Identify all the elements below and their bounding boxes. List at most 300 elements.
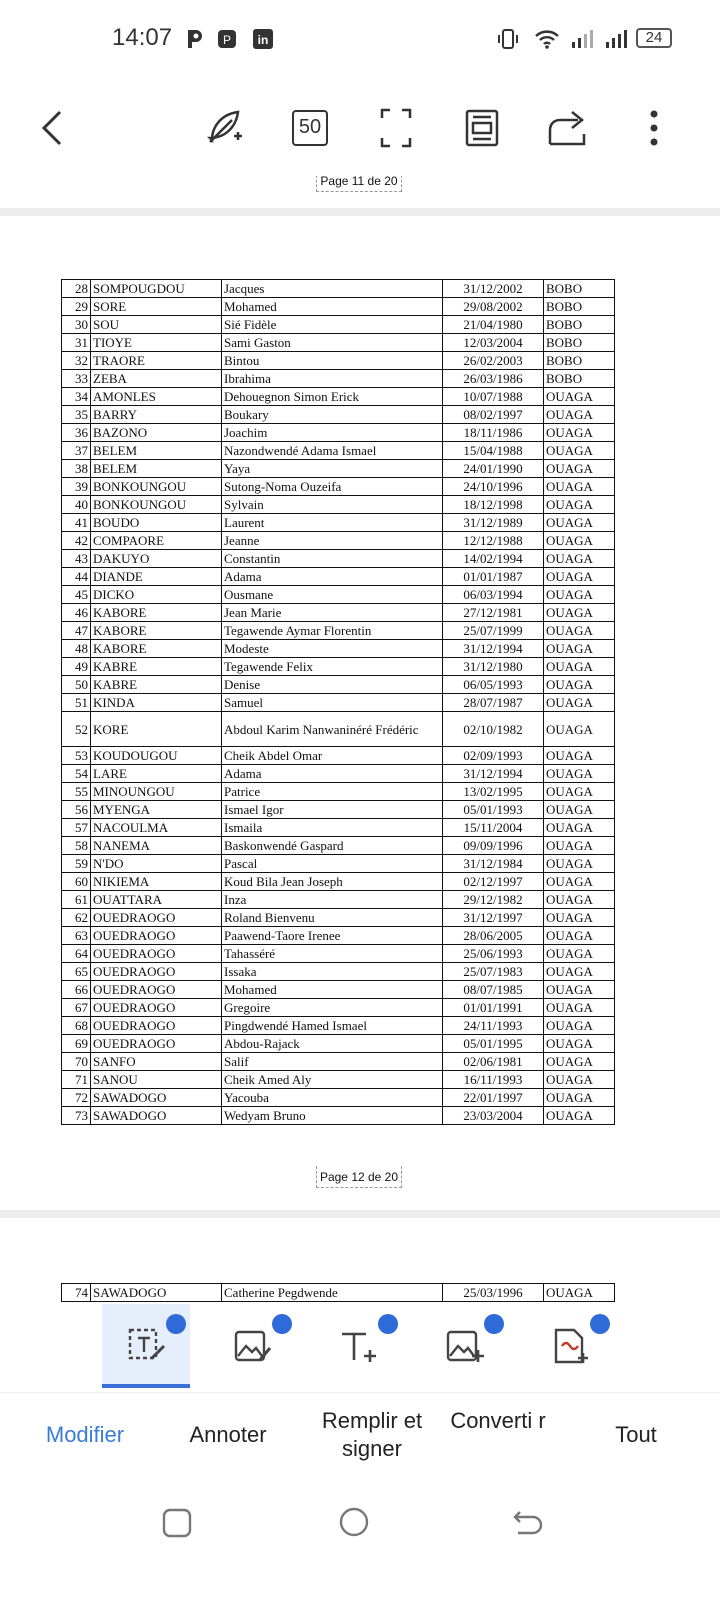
cell-number: 54 — [62, 765, 91, 783]
table-row — [62, 1053, 615, 1071]
cell-number: 65 — [62, 963, 91, 981]
cell-city: OUAGA — [544, 963, 615, 981]
cell-last-name: COMPAORE — [91, 532, 222, 550]
cell-last-name: KABORE — [91, 640, 222, 658]
cell-first-name: Jeanne — [222, 532, 443, 550]
cell-last-name: OUEDRAOGO — [91, 1017, 222, 1035]
table-row — [62, 316, 615, 334]
notification-p-icon — [184, 28, 206, 50]
feather-pen-icon — [202, 106, 246, 150]
table-row — [62, 496, 615, 514]
ai-badge-icon — [484, 1314, 504, 1334]
cell-number: 74 — [62, 1284, 91, 1302]
edit-image-tool[interactable] — [208, 1304, 296, 1388]
cell-birth-date: 12/03/2004 — [443, 334, 544, 352]
cell-number: 55 — [62, 783, 91, 801]
cell-first-name: Cheik Amed Aly — [222, 1071, 443, 1089]
signal-1-icon — [570, 28, 592, 50]
cell-number: 68 — [62, 1017, 91, 1035]
cell-city: OUAGA — [544, 945, 615, 963]
table-row — [62, 747, 615, 765]
cell-number: 35 — [62, 406, 91, 424]
cell-first-name: Sutong-Noma Ouzeifa — [222, 478, 443, 496]
table-row — [62, 927, 615, 945]
cell-number: 32 — [62, 352, 91, 370]
cell-birth-date: 26/02/2003 — [443, 352, 544, 370]
add-image-icon — [444, 1326, 484, 1366]
cell-last-name: SOU — [91, 316, 222, 334]
cell-birth-date: 08/02/1997 — [443, 406, 544, 424]
cell-first-name: Mohamed — [222, 298, 443, 316]
page-separator — [0, 208, 720, 216]
cell-last-name: NIKIEMA — [91, 873, 222, 891]
cell-birth-date: 02/09/1993 — [443, 747, 544, 765]
table-row — [62, 981, 615, 999]
table-row — [62, 1035, 615, 1053]
cell-last-name: SAWADOGO — [91, 1089, 222, 1107]
cell-number: 56 — [62, 801, 91, 819]
cell-number: 61 — [62, 891, 91, 909]
table-row — [62, 532, 615, 550]
cell-birth-date: 21/04/1980 — [443, 316, 544, 334]
cell-city: OUAGA — [544, 747, 615, 765]
cell-birth-date: 01/01/1991 — [443, 999, 544, 1017]
cell-last-name: OUEDRAOGO — [91, 927, 222, 945]
cell-first-name: Abdoul Karim Nanwaninéré Frédéric — [222, 712, 443, 747]
cell-city: OUAGA — [544, 999, 615, 1017]
cell-last-name: SAWADOGO — [91, 1107, 222, 1125]
cell-first-name: Modeste — [222, 640, 443, 658]
tab-remplir-et-signer[interactable]: Remplir et signer — [321, 1408, 423, 1461]
notification-app-icon — [216, 28, 238, 50]
cell-city: OUAGA — [544, 1053, 615, 1071]
cell-birth-date: 28/07/1987 — [443, 694, 544, 712]
tab-modifier[interactable]: Modifier — [45, 1422, 125, 1447]
cell-city: OUAGA — [544, 478, 615, 496]
cell-first-name: Koud Bila Jean Joseph — [222, 873, 443, 891]
cell-birth-date: 02/06/1981 — [443, 1053, 544, 1071]
table-row — [62, 801, 615, 819]
table-row — [62, 298, 615, 316]
cell-city: OUAGA — [544, 586, 615, 604]
cell-birth-date: 31/12/1984 — [443, 855, 544, 873]
cell-last-name: OUEDRAOGO — [91, 909, 222, 927]
cell-number: 37 — [62, 442, 91, 460]
table-row — [62, 352, 615, 370]
cell-last-name: SANFO — [91, 1053, 222, 1071]
cell-number: 58 — [62, 837, 91, 855]
cell-birth-date: 25/06/1993 — [443, 945, 544, 963]
cell-birth-date: 26/03/1986 — [443, 370, 544, 388]
cell-city: OUAGA — [544, 927, 615, 945]
ai-badge-icon — [272, 1314, 292, 1334]
cell-first-name: Abdou-Rajack — [222, 1035, 443, 1053]
cell-last-name: OUATTARA — [91, 891, 222, 909]
cell-birth-date: 31/12/1997 — [443, 909, 544, 927]
table-row — [62, 1107, 615, 1125]
cell-number: 30 — [62, 316, 91, 334]
cell-last-name: OUEDRAOGO — [91, 999, 222, 1017]
cell-last-name: BELEM — [91, 442, 222, 460]
cell-last-name: BAZONO — [91, 424, 222, 442]
cell-city: OUAGA — [544, 460, 615, 478]
cell-birth-date: 31/12/1989 — [443, 514, 544, 532]
cell-number: 50 — [62, 676, 91, 694]
more-vertical-icon — [649, 108, 659, 148]
cell-first-name: Cheik Abdel Omar — [222, 747, 443, 765]
cell-birth-date: 16/11/1993 — [443, 1071, 544, 1089]
cell-number: 67 — [62, 999, 91, 1017]
cell-first-name: Bintou — [222, 352, 443, 370]
cell-first-name: Tegawende Aymar Florentin — [222, 622, 443, 640]
cell-number: 63 — [62, 927, 91, 945]
recent-apps-icon — [162, 1508, 192, 1538]
cell-city: OUAGA — [544, 622, 615, 640]
cell-last-name: OUEDRAOGO — [91, 945, 222, 963]
pdf-add-icon — [550, 1326, 590, 1366]
cell-city: OUAGA — [544, 658, 615, 676]
page-number-button[interactable] — [282, 100, 338, 156]
cell-city: OUAGA — [544, 568, 615, 586]
add-signature-tool[interactable] — [526, 1304, 614, 1388]
cell-city: OUAGA — [544, 909, 615, 927]
cell-first-name: Tegawende Felix — [222, 658, 443, 676]
table-row — [62, 783, 615, 801]
cell-last-name: KOUDOUGOU — [91, 747, 222, 765]
bottom-tabs — [0, 1392, 720, 1489]
edit-image-icon — [232, 1326, 272, 1366]
chevron-left-icon — [36, 108, 68, 148]
cell-birth-date: 25/03/1996 — [443, 1284, 544, 1302]
cell-number: 46 — [62, 604, 91, 622]
cell-number: 48 — [62, 640, 91, 658]
cell-last-name: ZEBA — [91, 370, 222, 388]
wifi-icon — [534, 28, 556, 50]
cell-last-name: DIANDE — [91, 568, 222, 586]
cell-number: 47 — [62, 622, 91, 640]
table-row — [62, 658, 615, 676]
cell-city: OUAGA — [544, 819, 615, 837]
table-row — [62, 873, 615, 891]
cell-last-name: TIOYE — [91, 334, 222, 352]
cell-first-name: Constantin — [222, 550, 443, 568]
cell-city: OUAGA — [544, 604, 615, 622]
ai-badge-icon — [166, 1314, 186, 1334]
cell-last-name: KINDA — [91, 694, 222, 712]
cell-number: 40 — [62, 496, 91, 514]
cell-number: 62 — [62, 909, 91, 927]
recent-apps-button[interactable] — [162, 1508, 192, 1538]
cell-first-name: Sami Gaston — [222, 334, 443, 352]
cell-city: OUAGA — [544, 765, 615, 783]
roster-table — [61, 279, 615, 1125]
cell-last-name: BONKOUNGOU — [91, 478, 222, 496]
cell-birth-date: 28/06/2005 — [443, 927, 544, 945]
cell-number: 72 — [62, 1089, 91, 1107]
cell-city: OUAGA — [544, 676, 615, 694]
cell-city: OUAGA — [544, 1071, 615, 1089]
cell-last-name: DICKO — [91, 586, 222, 604]
cell-last-name: BOUDO — [91, 514, 222, 532]
table-row — [62, 676, 615, 694]
cell-birth-date: 31/12/1994 — [443, 640, 544, 658]
table-row — [62, 1284, 615, 1302]
cell-first-name: Sié Fidèle — [222, 316, 443, 334]
cell-number: 71 — [62, 1071, 91, 1089]
cell-first-name: Patrice — [222, 783, 443, 801]
cell-city: OUAGA — [544, 640, 615, 658]
cell-number: 41 — [62, 514, 91, 532]
cell-number: 36 — [62, 424, 91, 442]
tab-tout[interactable]: Tout — [615, 1422, 657, 1447]
cell-city: OUAGA — [544, 712, 615, 747]
cell-birth-date: 08/07/1985 — [443, 981, 544, 999]
cell-last-name: KABRE — [91, 658, 222, 676]
cell-city: OUAGA — [544, 496, 615, 514]
cell-number: 64 — [62, 945, 91, 963]
cell-birth-date: 15/11/2004 — [443, 819, 544, 837]
cell-first-name: Pingdwendé Hamed Ismael — [222, 1017, 443, 1035]
cell-number: 44 — [62, 568, 91, 586]
linkedin-icon — [252, 28, 274, 50]
cell-first-name: Roland Bienvenu — [222, 909, 443, 927]
svg-text:in: in — [257, 33, 269, 47]
cell-last-name: SORE — [91, 298, 222, 316]
cell-last-name: LARE — [91, 765, 222, 783]
cell-birth-date: 31/12/1994 — [443, 765, 544, 783]
back-button[interactable] — [24, 100, 80, 156]
share-button[interactable] — [540, 100, 596, 156]
cell-first-name: Ousmane — [222, 586, 443, 604]
svg-text:P: P — [222, 33, 232, 47]
cell-number: 33 — [62, 370, 91, 388]
table-row — [62, 568, 615, 586]
cell-first-name: Issaka — [222, 963, 443, 981]
cell-first-name: Dehouegnon Simon Erick — [222, 388, 443, 406]
cell-city: OUAGA — [544, 1284, 615, 1302]
cell-first-name: Ismaila — [222, 819, 443, 837]
table-row — [62, 1017, 615, 1035]
table-row — [62, 819, 615, 837]
cell-last-name: KABRE — [91, 676, 222, 694]
cell-last-name: OUEDRAOGO — [91, 963, 222, 981]
cell-birth-date: 25/07/1999 — [443, 622, 544, 640]
cell-number: 49 — [62, 658, 91, 676]
cell-birth-date: 27/12/1981 — [443, 604, 544, 622]
table-row — [62, 640, 615, 658]
ai-badge-icon — [590, 1314, 610, 1334]
status-time: 14:07 — [112, 24, 173, 51]
cell-birth-date: 02/12/1997 — [443, 873, 544, 891]
cell-birth-date: 13/02/1995 — [443, 783, 544, 801]
page-view-button[interactable] — [454, 100, 510, 156]
cell-birth-date: 24/01/1990 — [443, 460, 544, 478]
table-row — [62, 712, 615, 747]
cell-first-name: Salif — [222, 1053, 443, 1071]
document-viewer[interactable] — [0, 176, 720, 1328]
ai-pen-button[interactable] — [196, 100, 252, 156]
cell-last-name: MINOUNGOU — [91, 783, 222, 801]
add-text-tool[interactable] — [314, 1304, 402, 1388]
cell-number: 29 — [62, 298, 91, 316]
table-row — [62, 478, 615, 496]
table-row — [62, 999, 615, 1017]
cell-birth-date: 24/10/1996 — [443, 478, 544, 496]
cell-birth-date: 25/07/1983 — [443, 963, 544, 981]
cell-birth-date: 09/09/1996 — [443, 837, 544, 855]
table-row — [62, 514, 615, 532]
cell-number: 57 — [62, 819, 91, 837]
home-button[interactable] — [338, 1506, 370, 1538]
cell-last-name: N'DO — [91, 855, 222, 873]
cell-last-name: SANOU — [91, 1071, 222, 1089]
cell-birth-date: 10/07/1988 — [443, 388, 544, 406]
top-toolbar — [0, 80, 720, 176]
cell-birth-date: 06/05/1993 — [443, 676, 544, 694]
cell-number: 39 — [62, 478, 91, 496]
cell-first-name: Yaya — [222, 460, 443, 478]
tab-convertir[interactable]: Converti r — [450, 1408, 546, 1433]
cell-city: OUAGA — [544, 1017, 615, 1035]
cell-last-name: KABORE — [91, 622, 222, 640]
cell-birth-date: 24/11/1993 — [443, 1017, 544, 1035]
cell-first-name: Wedyam Bruno — [222, 1107, 443, 1125]
fullscreen-button[interactable] — [368, 100, 424, 156]
cell-first-name: Catherine Pegdwende — [222, 1284, 443, 1302]
cell-city: BOBO — [544, 298, 615, 316]
cell-city: OUAGA — [544, 801, 615, 819]
cell-last-name: OUEDRAOGO — [91, 1035, 222, 1053]
cell-city: BOBO — [544, 280, 615, 298]
more-options-button[interactable] — [626, 100, 682, 156]
status-bar — [0, 0, 720, 80]
cell-city: OUAGA — [544, 424, 615, 442]
cell-first-name: Boukary — [222, 406, 443, 424]
cell-number: 43 — [62, 550, 91, 568]
cell-last-name: MYENGA — [91, 801, 222, 819]
table-row — [62, 388, 615, 406]
cell-city: OUAGA — [544, 1035, 615, 1053]
cell-city: OUAGA — [544, 532, 615, 550]
cell-birth-date: 31/12/1980 — [443, 658, 544, 676]
edit-text-tool[interactable] — [102, 1304, 190, 1388]
cell-birth-date: 18/12/1998 — [443, 496, 544, 514]
cell-city: OUAGA — [544, 694, 615, 712]
cell-first-name: Adama — [222, 765, 443, 783]
cell-last-name: TRAORE — [91, 352, 222, 370]
table-row — [62, 550, 615, 568]
table-row — [62, 909, 615, 927]
table-row — [62, 370, 615, 388]
cell-number: 70 — [62, 1053, 91, 1071]
cell-birth-date: 15/04/1988 — [443, 442, 544, 460]
cell-number: 73 — [62, 1107, 91, 1125]
table-row — [62, 1071, 615, 1089]
table-row — [62, 604, 615, 622]
cell-birth-date: 22/01/1997 — [443, 1089, 544, 1107]
table-row — [62, 586, 615, 604]
cell-city: OUAGA — [544, 514, 615, 532]
table-row — [62, 1089, 615, 1107]
cell-number: 66 — [62, 981, 91, 999]
cell-number: 53 — [62, 747, 91, 765]
table-row — [62, 442, 615, 460]
table-row — [62, 855, 615, 873]
cell-city: OUAGA — [544, 550, 615, 568]
battery-indicator: 24 — [636, 28, 672, 48]
cell-first-name: Baskonwendé Gaspard — [222, 837, 443, 855]
cell-last-name: KABORE — [91, 604, 222, 622]
signal-2-icon — [604, 28, 626, 50]
cell-first-name: Laurent — [222, 514, 443, 532]
cell-number: 31 — [62, 334, 91, 352]
cell-birth-date: 02/10/1982 — [443, 712, 544, 747]
cell-birth-date: 06/03/1994 — [443, 586, 544, 604]
cell-first-name: Gregoire — [222, 999, 443, 1017]
cell-last-name: SAWADOGO — [91, 1284, 222, 1302]
cell-last-name: OUEDRAOGO — [91, 981, 222, 999]
cell-first-name: Nazondwendé Adama Ismael — [222, 442, 443, 460]
page-11-label: Page 11 de 20 — [316, 176, 402, 192]
share-icon — [546, 108, 590, 148]
next-page-table — [61, 1283, 615, 1302]
cell-number: 52 — [62, 712, 91, 747]
table-row — [62, 460, 615, 478]
cell-last-name: BARRY — [91, 406, 222, 424]
ai-badge-icon — [378, 1314, 398, 1334]
cell-city: OUAGA — [544, 891, 615, 909]
table-row — [62, 622, 615, 640]
add-text-icon — [338, 1326, 378, 1366]
cell-first-name: Jean Marie — [222, 604, 443, 622]
cell-last-name: BELEM — [91, 460, 222, 478]
vibrate-icon — [496, 28, 518, 50]
cell-city: OUAGA — [544, 406, 615, 424]
cell-first-name: Sylvain — [222, 496, 443, 514]
cell-number: 38 — [62, 460, 91, 478]
cell-first-name: Adama — [222, 568, 443, 586]
cell-city: OUAGA — [544, 783, 615, 801]
cell-number: 42 — [62, 532, 91, 550]
add-image-tool[interactable] — [420, 1304, 508, 1388]
cell-city: BOBO — [544, 370, 615, 388]
cell-last-name: BONKOUNGOU — [91, 496, 222, 514]
cell-city: BOBO — [544, 352, 615, 370]
back-nav-button[interactable] — [512, 1508, 544, 1538]
home-icon — [338, 1506, 370, 1538]
cell-first-name: Pascal — [222, 855, 443, 873]
table-row — [62, 334, 615, 352]
system-navigation-bar — [0, 1488, 720, 1600]
page-number-value: 50 — [292, 110, 328, 146]
cell-last-name: NANEMA — [91, 837, 222, 855]
cell-last-name: NACOULMA — [91, 819, 222, 837]
table-row — [62, 963, 615, 981]
cell-birth-date: 14/02/1994 — [443, 550, 544, 568]
cell-last-name: SOMPOUGDOU — [91, 280, 222, 298]
cell-city: OUAGA — [544, 981, 615, 999]
cell-city: OUAGA — [544, 1107, 615, 1125]
cell-number: 69 — [62, 1035, 91, 1053]
table-row — [62, 424, 615, 442]
tab-annoter[interactable]: Annoter — [189, 1422, 267, 1447]
page-12-label: Page 12 de 20 — [316, 1166, 402, 1188]
cell-city: OUAGA — [544, 388, 615, 406]
cell-first-name: Denise — [222, 676, 443, 694]
cell-last-name: DAKUYO — [91, 550, 222, 568]
table-row — [62, 280, 615, 298]
cell-birth-date: 31/12/2002 — [443, 280, 544, 298]
